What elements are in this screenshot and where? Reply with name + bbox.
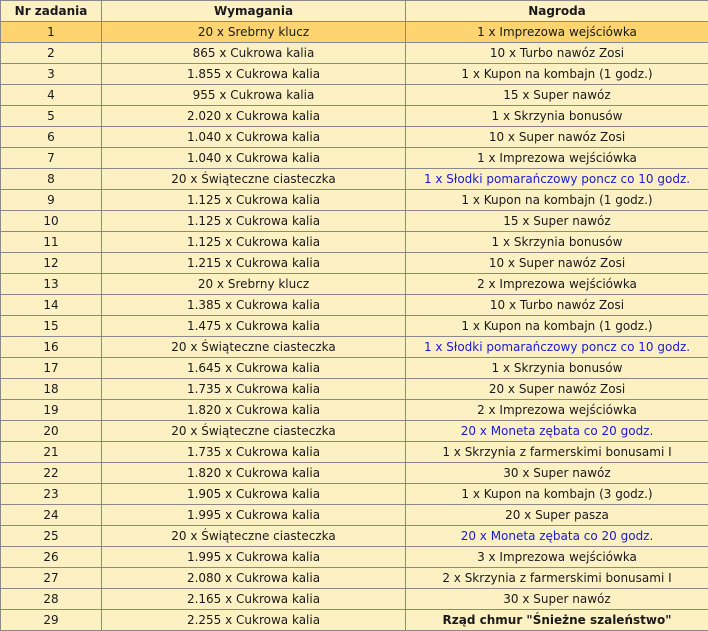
- reward-cell: 10 x Super nawóz Zosi: [406, 127, 708, 148]
- table-row: [1, 232, 708, 253]
- task-number-cell: 22: [1, 463, 102, 484]
- reward-cell: 2 x Imprezowa wejściówka: [406, 274, 708, 295]
- requirement-cell: 1.040 x Cukrowa kalia: [102, 148, 406, 169]
- requirement-cell: 20 x Świąteczne ciasteczka: [102, 169, 406, 190]
- requirement-cell: 20 x Świąteczne ciasteczka: [102, 421, 406, 442]
- reward-cell: 10 x Turbo nawóz Zosi: [406, 295, 708, 316]
- table-row: [1, 379, 708, 400]
- task-number-cell: 21: [1, 442, 102, 463]
- task-number-cell: 4: [1, 85, 102, 106]
- requirement-cell: 2.080 x Cukrowa kalia: [102, 568, 406, 589]
- requirement-cell: 1.040 x Cukrowa kalia: [102, 127, 406, 148]
- table-row: [1, 610, 708, 631]
- reward-cell: 1 x Skrzynia bonusów: [406, 358, 708, 379]
- task-number-cell: 29: [1, 610, 102, 631]
- table-row: [1, 484, 708, 505]
- reward-cell: 1 x Skrzynia bonusów: [406, 106, 708, 127]
- task-number-cell: 20: [1, 421, 102, 442]
- reward-cell: 1 x Słodki pomarańczowy poncz co 10 godz.: [406, 169, 708, 190]
- table-row: [1, 190, 708, 211]
- requirement-cell: 1.735 x Cukrowa kalia: [102, 442, 406, 463]
- requirement-cell: 1.125 x Cukrowa kalia: [102, 190, 406, 211]
- table-header-row: [1, 1, 708, 22]
- requirement-cell: 1.735 x Cukrowa kalia: [102, 379, 406, 400]
- table-row: [1, 337, 708, 358]
- task-number-cell: 9: [1, 190, 102, 211]
- requirement-cell: 1.645 x Cukrowa kalia: [102, 358, 406, 379]
- header-reward: Nagroda: [406, 1, 708, 22]
- table-row: [1, 274, 708, 295]
- table-row: [1, 421, 708, 442]
- reward-cell: 2 x Skrzynia z farmerskimi bonusami I: [406, 568, 708, 589]
- task-number-cell: 28: [1, 589, 102, 610]
- table-row: [1, 64, 708, 85]
- table-body: [1, 22, 708, 631]
- table-row: [1, 463, 708, 484]
- task-number-cell: 25: [1, 526, 102, 547]
- reward-cell: 1 x Kupon na kombajn (1 godz.): [406, 316, 708, 337]
- reward-cell: 1 x Skrzynia bonusów: [406, 232, 708, 253]
- task-number-cell: 27: [1, 568, 102, 589]
- requirement-cell: 1.820 x Cukrowa kalia: [102, 400, 406, 421]
- task-number-cell: 6: [1, 127, 102, 148]
- task-number-cell: 23: [1, 484, 102, 505]
- reward-cell: 10 x Super nawóz Zosi: [406, 253, 708, 274]
- task-number-cell: 24: [1, 505, 102, 526]
- requirement-cell: 1.995 x Cukrowa kalia: [102, 547, 406, 568]
- table-row: [1, 127, 708, 148]
- reward-cell: 1 x Kupon na kombajn (3 godz.): [406, 484, 708, 505]
- reward-cell: Rząd chmur "Śnieżne szaleństwo": [406, 610, 708, 631]
- task-number-cell: 14: [1, 295, 102, 316]
- table-row: [1, 442, 708, 463]
- requirement-cell: 1.905 x Cukrowa kalia: [102, 484, 406, 505]
- requirement-cell: 2.255 x Cukrowa kalia: [102, 610, 406, 631]
- table-row: [1, 568, 708, 589]
- requirement-cell: 1.475 x Cukrowa kalia: [102, 316, 406, 337]
- table-row: [1, 505, 708, 526]
- table-row: [1, 169, 708, 190]
- reward-cell: 30 x Super nawóz: [406, 463, 708, 484]
- task-number-cell: 17: [1, 358, 102, 379]
- reward-cell: 20 x Moneta zębata co 20 godz.: [406, 421, 708, 442]
- task-number-cell: 11: [1, 232, 102, 253]
- requirement-cell: 20 x Świąteczne ciasteczka: [102, 526, 406, 547]
- requirement-cell: 2.020 x Cukrowa kalia: [102, 106, 406, 127]
- reward-cell: 20 x Moneta zębata co 20 godz.: [406, 526, 708, 547]
- requirement-cell: 865 x Cukrowa kalia: [102, 43, 406, 64]
- reward-cell: 20 x Super pasza: [406, 505, 708, 526]
- requirement-cell: 955 x Cukrowa kalia: [102, 85, 406, 106]
- reward-cell: 20 x Super nawóz Zosi: [406, 379, 708, 400]
- table-row: [1, 43, 708, 64]
- requirement-cell: 1.215 x Cukrowa kalia: [102, 253, 406, 274]
- reward-cell: 30 x Super nawóz: [406, 589, 708, 610]
- task-number-cell: 18: [1, 379, 102, 400]
- reward-cell: 15 x Super nawóz: [406, 85, 708, 106]
- requirement-cell: 20 x Świąteczne ciasteczka: [102, 337, 406, 358]
- task-number-cell: 2: [1, 43, 102, 64]
- reward-cell: 15 x Super nawóz: [406, 211, 708, 232]
- task-number-cell: 26: [1, 547, 102, 568]
- header-task-number: Nr zadania: [1, 1, 102, 22]
- table-row: [1, 316, 708, 337]
- reward-cell: 1 x Kupon na kombajn (1 godz.): [406, 64, 708, 85]
- reward-cell: 1 x Imprezowa wejściówka: [406, 148, 708, 169]
- requirement-cell: 1.385 x Cukrowa kalia: [102, 295, 406, 316]
- requirement-cell: 20 x Srebrny klucz: [102, 22, 406, 43]
- requirement-cell: 1.855 x Cukrowa kalia: [102, 64, 406, 85]
- table-row: [1, 589, 708, 610]
- table-row: [1, 211, 708, 232]
- task-number-cell: 15: [1, 316, 102, 337]
- table-row: [1, 253, 708, 274]
- task-number-cell: 13: [1, 274, 102, 295]
- task-number-cell: 5: [1, 106, 102, 127]
- task-number-cell: 19: [1, 400, 102, 421]
- requirement-cell: 2.165 x Cukrowa kalia: [102, 589, 406, 610]
- task-number-cell: 7: [1, 148, 102, 169]
- task-number-cell: 10: [1, 211, 102, 232]
- requirement-cell: 1.995 x Cukrowa kalia: [102, 505, 406, 526]
- table-row: [1, 547, 708, 568]
- requirement-cell: 20 x Srebrny klucz: [102, 274, 406, 295]
- table-row: [1, 295, 708, 316]
- reward-cell: 1 x Słodki pomarańczowy poncz co 10 godz.: [406, 337, 708, 358]
- table-row: [1, 22, 708, 43]
- reward-cell: 2 x Imprezowa wejściówka: [406, 400, 708, 421]
- table-row: [1, 358, 708, 379]
- reward-cell: 10 x Turbo nawóz Zosi: [406, 43, 708, 64]
- task-number-cell: 8: [1, 169, 102, 190]
- task-number-cell: 12: [1, 253, 102, 274]
- table-row: [1, 526, 708, 547]
- table-row: [1, 148, 708, 169]
- task-number-cell: 1: [1, 22, 102, 43]
- reward-cell: 1 x Imprezowa wejściówka: [406, 22, 708, 43]
- reward-cell: 1 x Kupon na kombajn (1 godz.): [406, 190, 708, 211]
- header-requirements: Wymagania: [102, 1, 406, 22]
- table-row: [1, 106, 708, 127]
- task-number-cell: 3: [1, 64, 102, 85]
- requirement-cell: 1.125 x Cukrowa kalia: [102, 211, 406, 232]
- reward-cell: 1 x Skrzynia z farmerskimi bonusami I: [406, 442, 708, 463]
- task-number-cell: 16: [1, 337, 102, 358]
- table-row: [1, 400, 708, 421]
- reward-cell: 3 x Imprezowa wejściówka: [406, 547, 708, 568]
- requirement-cell: 1.820 x Cukrowa kalia: [102, 463, 406, 484]
- requirement-cell: 1.125 x Cukrowa kalia: [102, 232, 406, 253]
- table-row: [1, 85, 708, 106]
